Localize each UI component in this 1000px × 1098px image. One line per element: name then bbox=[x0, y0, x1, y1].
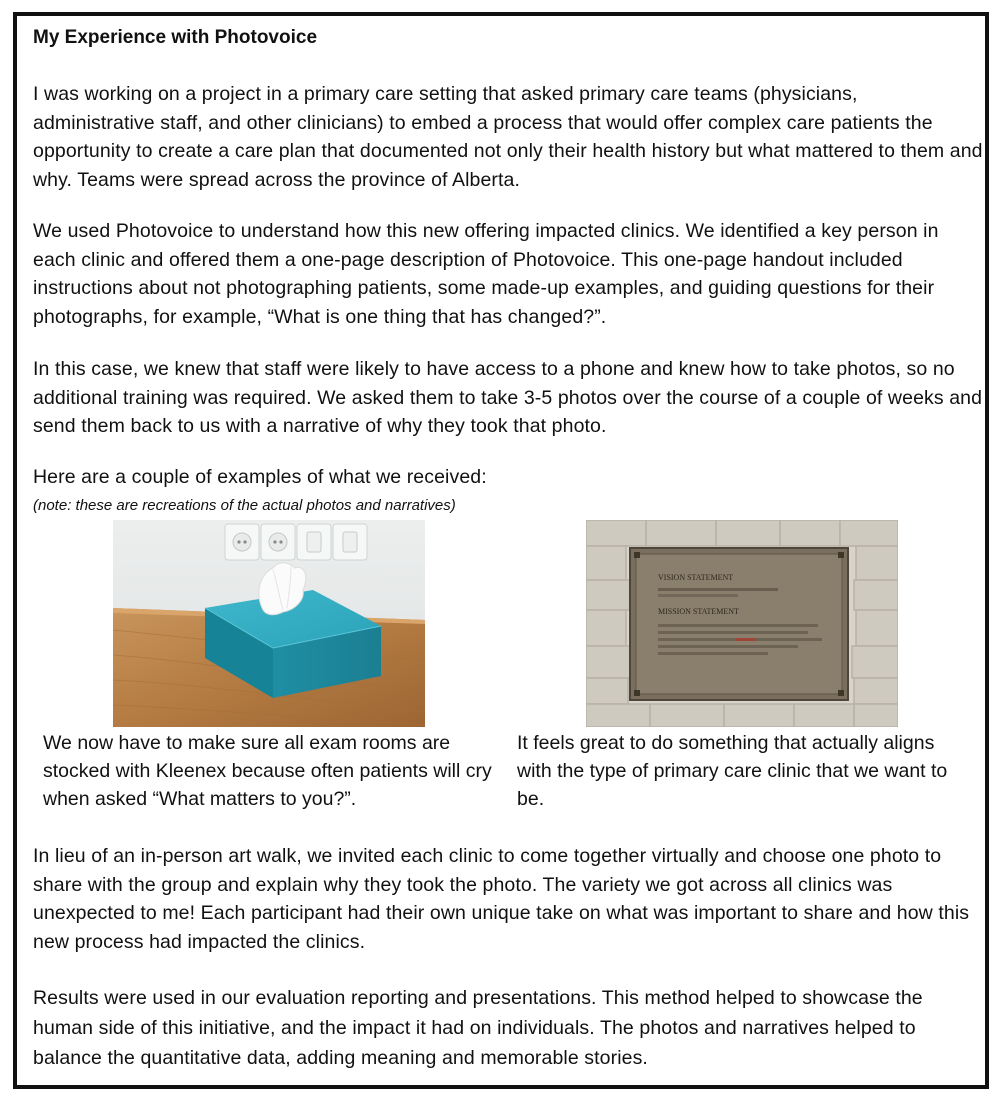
document-title: My Experience with Photovoice bbox=[33, 27, 318, 48]
recreation-note: (note: these are recreations of the actual photos and narratives) bbox=[33, 497, 456, 514]
paragraph-project-context: I was working on a project in a primary care setting that asked primary care teams (physicians, administrative staff, and other clinicians) to embed a process that would offer complex care patients the opportunity to create a care plan that documented not only their health history but what mattered to them and why. Teams were spread across the province of Alberta. bbox=[33, 83, 983, 191]
plaque-heading-vision: VISION STATEMENT bbox=[658, 573, 734, 582]
document-frame bbox=[13, 12, 989, 1089]
tissue-box-photo bbox=[113, 520, 425, 727]
paragraph-examples-intro: Here are a couple of examples of what we received: bbox=[33, 466, 487, 488]
paragraph-virtual-art-walk: In lieu of an in-person art walk, we invited each clinic to come together virtually and choose one photo to share with the group and explain why they took the photo. The variety we got across all clinics was unexpected to me! Each participant had their own unique take on what was important to share and how this new process had impacted the clinics. bbox=[33, 845, 970, 953]
plaque-caption: It feels great to do something that actually aligns with the type of primary care clinic that we want to be. bbox=[517, 732, 948, 810]
tissue-box-caption: We now have to make sure all exam rooms are stocked with Kleenex because often patients will cry when asked “What matters to you?”. bbox=[43, 732, 492, 810]
paragraph-photo-instructions: In this case, we knew that staff were likely to have access to a phone and knew how to take photos, so no additional training was required. We asked them to take 3-5 photos over the course of a couple of weeks and send them back to us with a narrative of why they took that photo. bbox=[33, 358, 983, 437]
vision-mission-plaque-photo bbox=[586, 520, 898, 727]
paragraph-results: Results were used in our evaluation reporting and presentations. This method helped to showcase the human side of this initiative, and the impact it had on individuals. The photos and narratives helped to balance the quantitative data, adding meaning and memorable stories. bbox=[33, 987, 923, 1069]
paragraph-photovoice-method: We used Photovoice to understand how this new offering impacted clinics. We identified a key person in each clinic and offered them a one-page description of Photovoice. This one-page handout included instructions about not photographing patients, some made-up examples, and guiding questions for their photographs, for example, “What is one thing that has changed?”. bbox=[33, 220, 939, 328]
plaque-heading-mission: MISSION STATEMENT bbox=[658, 607, 739, 616]
